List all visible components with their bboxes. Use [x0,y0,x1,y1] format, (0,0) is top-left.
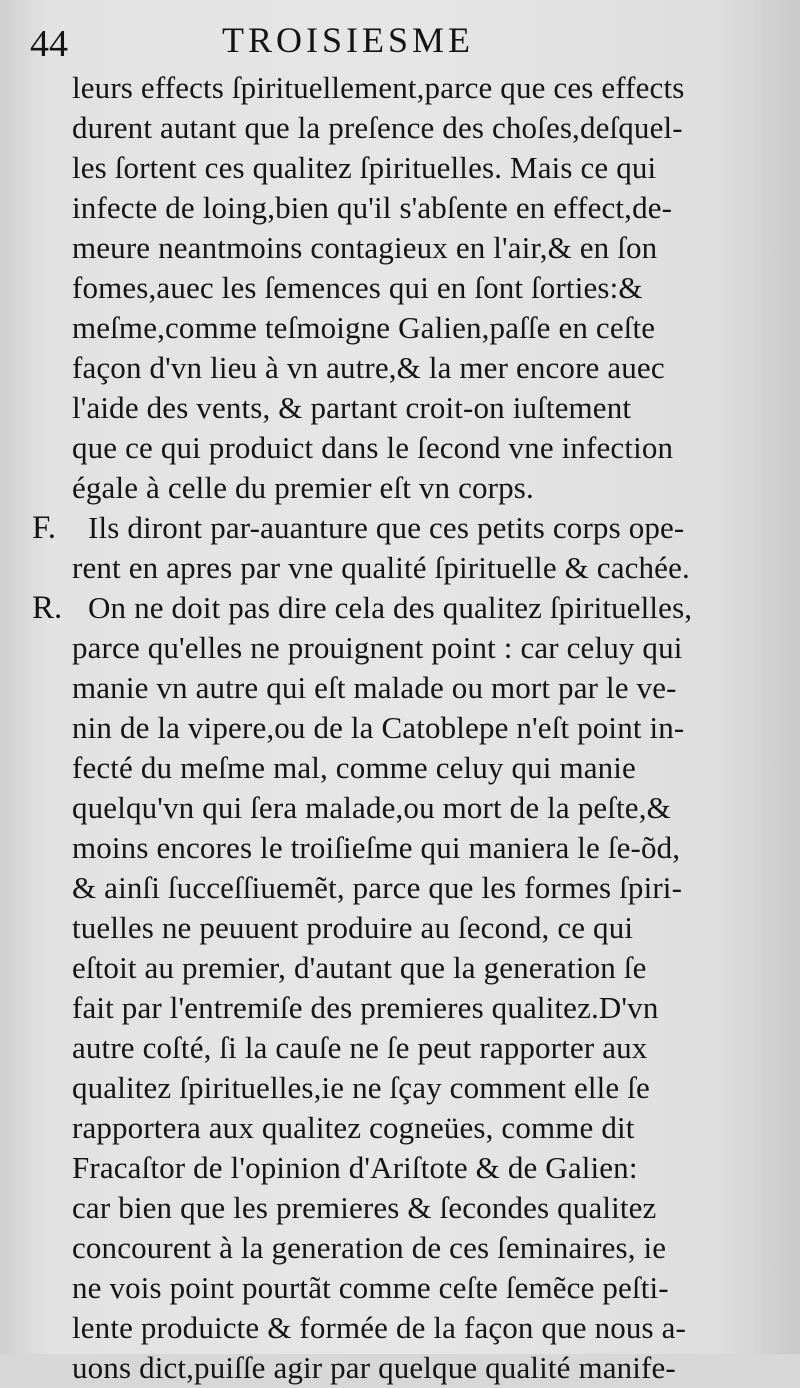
text-line: ne vois point pourtãt comme ceſte ſemẽce peſti- [72,1270,669,1305]
text-line: meſme,comme teſmoigne Galien,paſſe en ceſte [72,310,656,345]
text-line: l'aide des vents, & partant croit-on iuſtement [72,390,632,425]
text-line: On ne doit pas dire cela des qualitez ſpirituelles, [88,590,693,625]
text-line: manie vn autre qui eſt malade ou mort par le ve- [72,670,677,705]
text-line: qualitez ſpirituelles,ie ne ſçay comment elle ſe [72,1070,650,1105]
text-line: Ils diront par-auanture que ces petits corps ope- [88,510,685,545]
speaker-marker-f: F. [32,510,56,546]
text-line: quelqu'vn qui ſera malade,ou mort de la peſte,& [72,790,671,825]
text-line: durent autant que la preſence des choſes,deſquel- [72,110,683,145]
text-line: fait par l'entremiſe des premieres qualitez.D'vn [72,990,659,1025]
text-line: car bien que les premieres & ſecondes qualitez [72,1190,657,1225]
text-line: rent en apres par vne qualité ſpirituelle & cachée. [72,550,690,585]
speaker-marker-r: R. [32,590,63,626]
text-line: leurs effects ſpirituellement,parce que ces effects [72,70,685,105]
text-line: parce qu'elles ne prouignent point : car celuy qui [72,630,683,665]
text-line: égale à celle du premier eſt vn corps. [72,470,534,505]
text-line: façon d'vn lieu à vn autre,& la mer encore auec [72,350,665,385]
text-line: infecte de loing,bien qu'il s'abſente en effect,de- [72,190,673,225]
text-line: eſtoit au premier, d'autant que la generation ſe [72,950,647,985]
text-line: nin de la vipere,ou de la Catoblepe n'eſt point in- [72,710,685,745]
text-line: meure neantmoins contagieux en l'air,& en ſon [72,230,658,265]
text-line: tuelles ne peuuent produire au ſecond, ce qui [72,910,634,945]
text-line: lente produicte & formée de la façon que nous a- [72,1310,687,1345]
text-line: fomes,auec les ſemences qui en ſont ſorties:& [72,270,643,305]
text-line: moins encores le troiſieſme qui maniera le ſe-õd, [72,830,681,865]
text-line: que ce qui produict dans le ſecond vne infection [72,430,674,465]
running-title: TROISIESME [222,20,475,60]
text-line: Fracaſtor de l'opinion d'Ariſtote & de Galien: [72,1150,638,1185]
text-line: les ſortent ces qualitez ſpirituelles. Mais ce qui [72,150,657,185]
text-line: uons dict,puiſſe agir par quelque qualité manife- [72,1350,676,1385]
text-line: concourent à la generation de ces ſeminaires, ie [72,1230,667,1265]
text-line: autre coſté, ſi la cauſe ne ſe peut rapporter aux [72,1030,648,1065]
text-line: & ainſi ſucceſſiuemẽt, parce que les formes ſpiri- [72,870,683,905]
text-line: rapportera aux qualitez cogneües, comme dit [72,1110,635,1145]
page-number: 44 [30,23,68,65]
text-line: fecté du meſme mal, comme celuy qui manie [72,750,636,785]
